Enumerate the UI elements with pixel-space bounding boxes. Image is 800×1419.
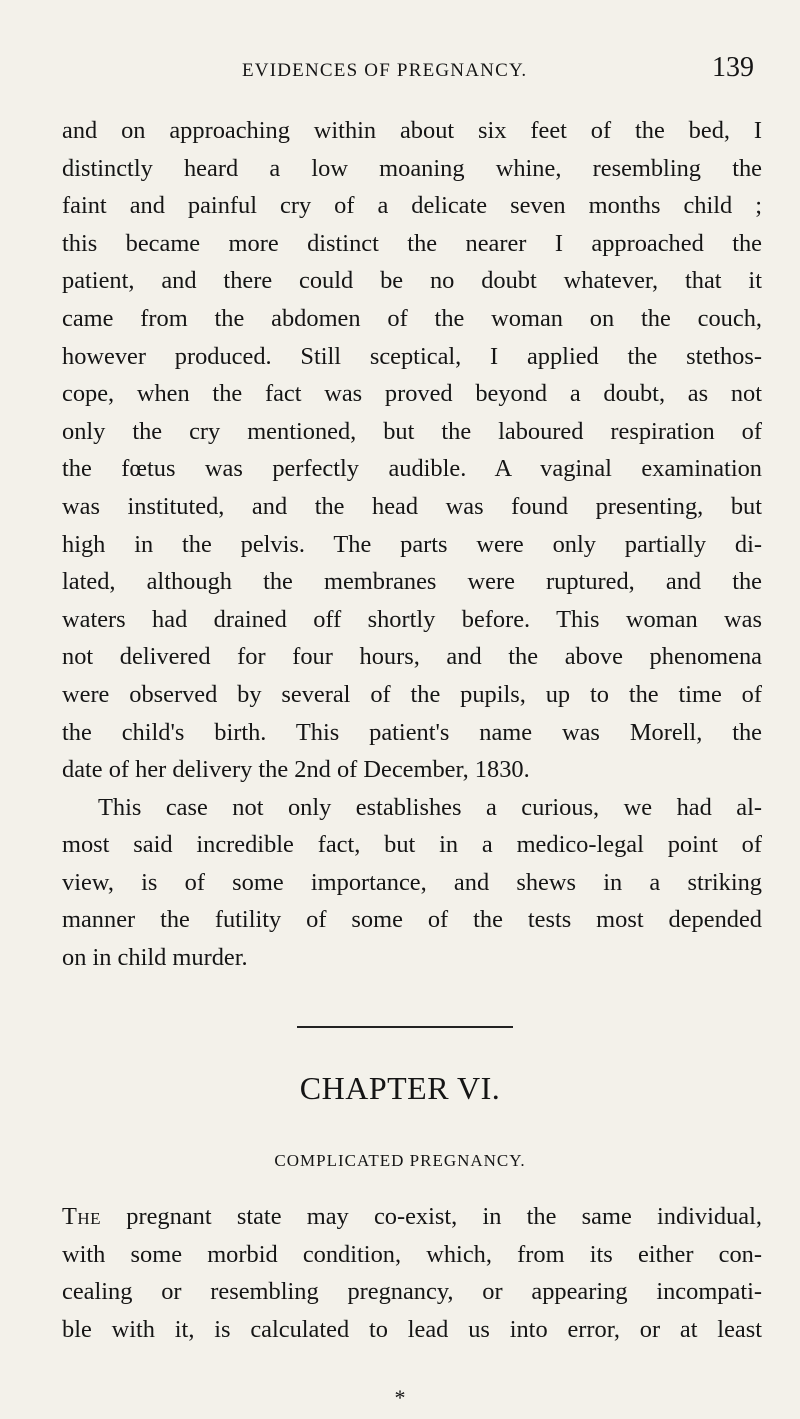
text-line: most said incredible fact, but in a medico-legal point of [62, 831, 762, 859]
text-line: distinctly heard a low moaning whine, resembling the [62, 154, 762, 182]
text-line: manner the futility of some of the tests most depended [62, 906, 762, 934]
text-line: only the cry mentioned, but the laboured respiration of [62, 417, 762, 445]
text-line: came from the abdomen of the woman on the couch, [62, 304, 762, 332]
text-line: was instituted, and the head was found presenting, but [62, 492, 762, 520]
text-line: on in child murder. [62, 944, 248, 972]
text-line: the fœtus was perfectly audible. A vaginal examination [62, 455, 762, 483]
body-text [62, 112, 762, 977]
text-line: however produced. Still sceptical, I applied the stethos- [62, 342, 762, 370]
text-line: waters had drained off shortly before. This woman was [62, 605, 762, 633]
text-line: cealing or resembling pregnancy, or appearing incompati- [62, 1278, 762, 1306]
chapter-opening-paragraph [62, 1198, 762, 1348]
signature-mark: * [394, 1385, 406, 1410]
paragraph-case-summary [62, 789, 762, 977]
running-title: EVIDENCES OF PREGNANCY. [242, 60, 528, 81]
text-line: the child's birth. This patient's name was Morell, the [62, 718, 762, 746]
text-line: faint and painful cry of a delicate seven months child ; [62, 192, 762, 220]
section-title: COMPLICATED PREGNANCY. [274, 1151, 526, 1170]
running-head [62, 52, 764, 92]
text-line: with some morbid condition, which, from its either con- [62, 1240, 762, 1268]
text-line: were observed by several of the pupils, up to the time of [62, 680, 762, 708]
page-number: 139 [712, 52, 754, 83]
text-line: and on approaching within about six feet of the bed, I [62, 117, 762, 144]
text-line [62, 1198, 762, 1236]
paragraph-continued [62, 112, 762, 789]
text-line: not delivered for four hours, and the above phenomena [62, 643, 762, 671]
text-line: This case not only establishes a curious, we had al- [98, 793, 762, 821]
text-line: view, is of some importance, and shews in a striking [62, 868, 762, 896]
text-line: date of her delivery the 2nd of December, 1830. [62, 756, 530, 784]
text-line: this became more distinct the nearer I approached the [62, 229, 762, 257]
chapter-title: CHAPTER VI. [299, 1070, 501, 1106]
text-line: lated, although the membranes were ruptured, and the [62, 568, 762, 596]
text-line: high in the pelvis. The parts were only partially di- [62, 530, 762, 558]
text-line: patient, and there could be no doubt whatever, that it [62, 267, 762, 295]
section-divider [297, 1026, 513, 1028]
opening-word: The [62, 1203, 102, 1230]
text-line-rest: pregnant state may co-exist, in the same individual, [126, 1203, 762, 1230]
text-line: cope, when the fact was proved beyond a doubt, as not [62, 380, 762, 408]
text-line: ble with it, is calculated to lead us into error, or at least [62, 1315, 762, 1343]
